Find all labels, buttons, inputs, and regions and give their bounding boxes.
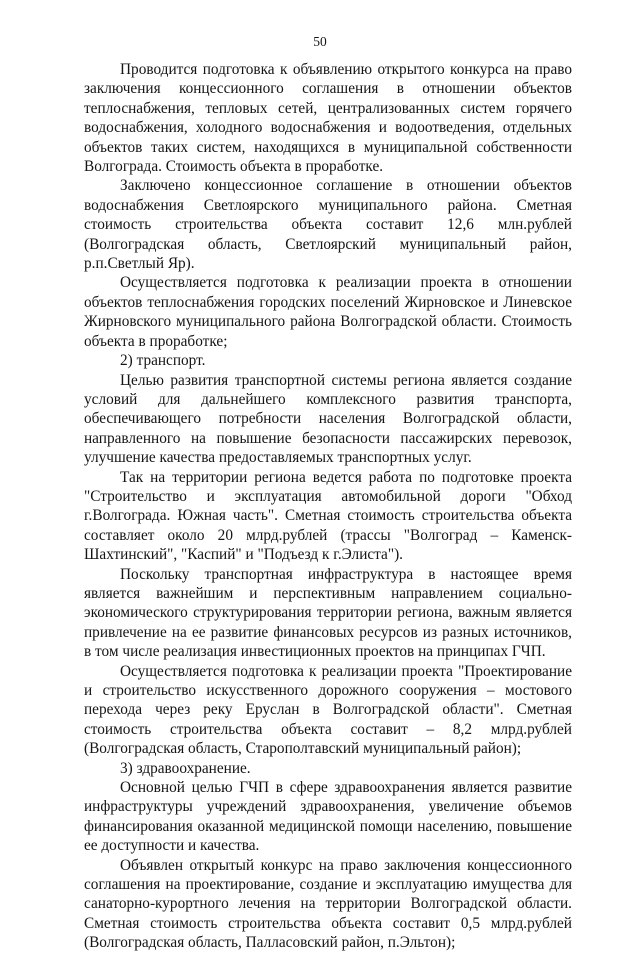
- section-heading-healthcare: 3) здравоохранение.: [120, 759, 251, 777]
- paragraph-heat-supply-contest: Проводится подготовка к объявлению открытого конкурса на право заключения концессионного соглашения в отношении объектов теплоснабжения, тепловых сетей, централизованных систем горячего водоснабжения, холодного водоснабжения и водоотведения, отдельных объектов таких систем, находящихся в муниципальной собственности Волгограда. Стоимость объекта в проработке.: [84, 61, 572, 176]
- page-number: 50: [313, 34, 327, 49]
- paragraph-eruslan-bridge: Осуществляется подготовка к реализации проекта "Проектирование и строительство искусственного дорожного сооружения – мостового перехода через реку Еруслан в Волгоградской области". Сметная стоимость строительства объекта составит – 8,2 млрд.рублей (Волгоградская область, Старополтавский муниципальный район);: [84, 662, 572, 758]
- section-heading-transport: 2) транспорт.: [120, 352, 206, 370]
- paragraph-volgograd-bypass-road: Так на территории региона ведется работа по подготовке проекта "Строительство и эксплуатация автомобильной дороги "Обход г.Волгограда. Южная часть". Сметная стоимость строительства объекта составляет около 20 млрд.рублей (трассы "Волгоград – Каменск-Шахтинский", "Каспий" и "Подъезд к г.Элиста").: [84, 468, 572, 564]
- paragraph-sanatorium-contest: Объявлен открытый конкурс на право заключения концессионного соглашения на проектирование, создание и эксплуатацию имущества для санаторно-курортного лечения на территории Волгоградской области. Сметная стоимость строительства объекта составит 0,5 млрд.рублей (Волгоградская область, Палласовский район, п.Эльтон);: [84, 856, 572, 952]
- paragraph-transport-infrastructure-ppp: Поскольку транспортная инфраструктура в настоящее время является важнейшим и перспективным направлением социально-экономического структурирования территории региона, важным является привлечение на ее развитие финансовых ресурсов из разных источников, в том числе реализация инвестиционных проектов на принципах ГЧП.: [84, 565, 572, 661]
- paragraph-transport-goal: Целью развития транспортной системы региона является создание условий для дальнейшего комплексного развития транспорта, обеспечивающего потребности населения Волгоградской области, направленного на повышение безопасности пассажирских перевозок, улучшение качества предоставляемых транспортных услуг.: [84, 371, 572, 467]
- document-body: [84, 60, 572, 953]
- paragraph-zhirnovsky-heat-supply: Осуществляется подготовка к реализации проекта в отношении объектов теплоснабжения городских поселений Жирновское и Линевское Жирновского муниципального района Волгоградской области. Стоимость объекта в проработке;: [84, 274, 572, 350]
- paragraph-svetloyarsky-water-supply: Заключено концессионное соглашение в отношении объектов водоснабжения Светлоярского муниципального района. Сметная стоимость строительства объекта составит 12,6 млн.рублей (Волгоградская область, Светлоярский муниципальный район, р.п.Светлый Яр).: [84, 177, 572, 273]
- paragraph-healthcare-goal: Основной целью ГЧП в сфере здравоохранения является развитие инфраструктуры учреждений здравоохранения, увеличение объемов финансирования оказанной медицинской помощи населению, повышение ее доступности и качества.: [84, 779, 572, 855]
